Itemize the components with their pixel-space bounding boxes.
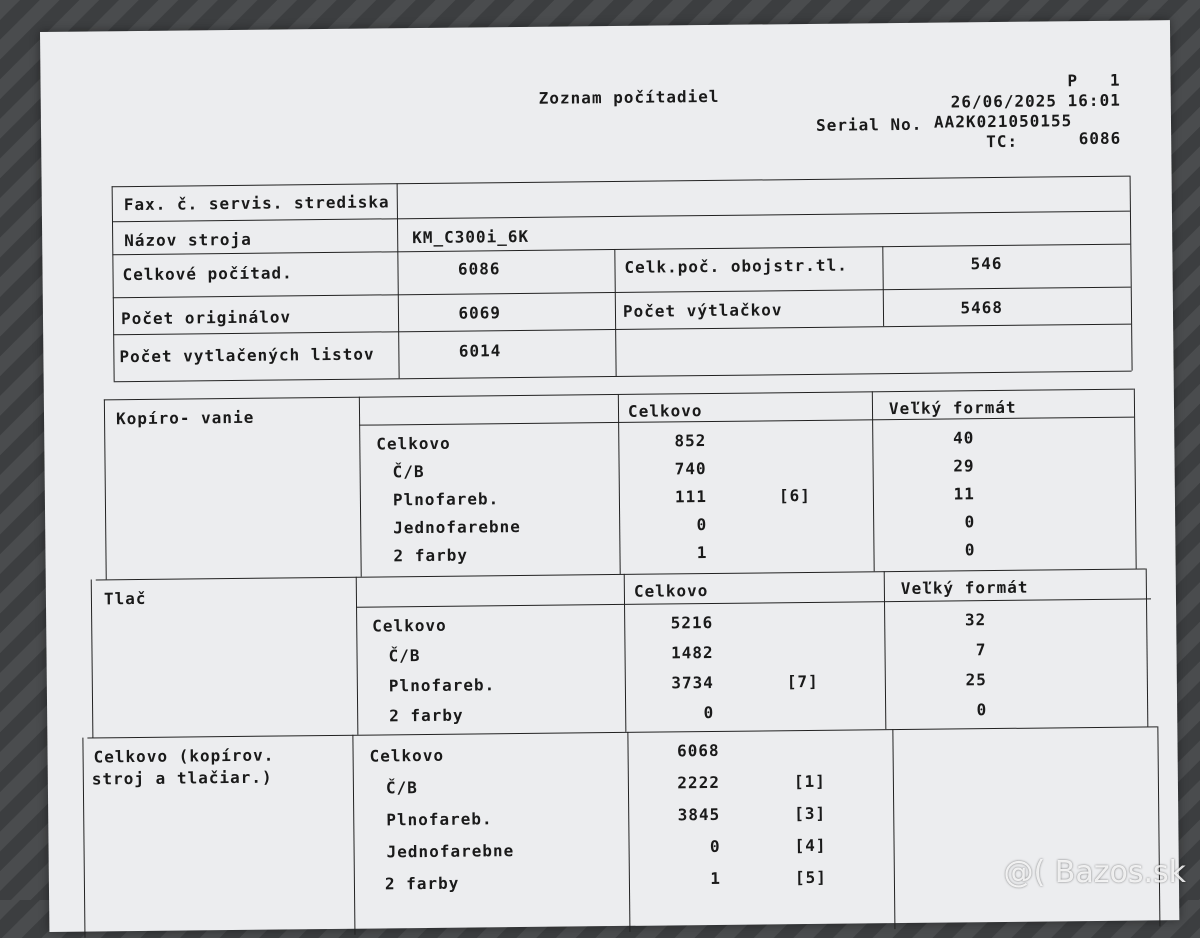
copy-row-label: Č/B	[392, 461, 425, 482]
tc-label: TC:	[986, 131, 1019, 152]
overall-row-total: 1	[710, 868, 722, 889]
overall-section-label-line2: stroj a tlačiar.)	[91, 767, 273, 789]
copy-row-total: 0	[696, 515, 708, 535]
copy-section-label: Kopíro- vanie	[115, 407, 255, 429]
copy-row-large: 0	[964, 540, 976, 560]
sheets-label: Počet vytlačených listov	[119, 344, 375, 367]
print-col-total: Celkovo	[633, 581, 709, 601]
print-row-large: 32	[964, 610, 987, 630]
overall-row-ref: [4]	[794, 835, 827, 856]
machine-name-label: Názov stroja	[124, 229, 252, 251]
report-datetime: 26/06/2025 16:01	[950, 90, 1121, 112]
tc-value: 6086	[1078, 128, 1122, 149]
watermark: @( Bazos.sk	[1003, 855, 1186, 890]
print-row-total: 5216	[670, 612, 714, 633]
sheets-value: 6014	[458, 341, 502, 361]
overall-row-total: 0	[709, 836, 721, 857]
copy-row-large: 40	[952, 428, 975, 448]
overall-row-label: Plnofareb.	[386, 809, 493, 830]
copy-row-total: 111	[674, 487, 708, 507]
prints-value: 5468	[960, 297, 1004, 318]
overall-row-total: 6068	[676, 740, 720, 761]
print-row-total: 0	[703, 702, 715, 723]
originals-value: 6069	[458, 303, 502, 323]
overall-section-label-line1: Celkovo (kopírov.	[93, 745, 275, 767]
print-row-large: 25	[965, 670, 987, 690]
duplex-label: Celk.poč. obojstr.tl.	[624, 255, 848, 277]
serial-value: AA2K021050155	[933, 111, 1073, 132]
copy-row-total: 852	[674, 431, 707, 451]
originals-label: Počet originálov	[120, 307, 292, 329]
page-number: P 1	[1067, 70, 1121, 91]
print-row-label: Celkovo	[372, 615, 447, 636]
overall-row-label: 2 farby	[384, 873, 460, 894]
copy-col-total: Celkovo	[627, 401, 703, 421]
overall-row-total: 3845	[677, 804, 721, 825]
total-counter-value: 6086	[457, 259, 501, 279]
copy-row-total: 740	[674, 459, 707, 479]
counter-report-sheet	[40, 20, 1179, 932]
serial-label: Serial No.	[815, 114, 923, 135]
print-row-large: 0	[976, 700, 988, 720]
overall-row-label: Č/B	[385, 778, 418, 798]
copy-row-total: 1	[696, 543, 708, 563]
prints-label: Počet výtlačkov	[622, 300, 783, 321]
print-row-label: 2 farby	[389, 705, 464, 726]
duplex-value: 546	[970, 253, 1003, 274]
print-row-label: Č/B	[388, 646, 421, 666]
overall-row-ref: [1]	[793, 771, 826, 792]
copy-row-large: 29	[953, 456, 975, 476]
print-row-large: 7	[975, 640, 987, 660]
total-counter-label: Celkové počítad.	[122, 263, 293, 285]
copy-row-label: 2 farby	[393, 545, 469, 566]
print-section-label: Tlač	[103, 588, 147, 609]
print-row-total: 1482	[670, 642, 714, 663]
fax-label: Fax. č. servis. strediska	[123, 192, 390, 215]
copy-col-large: Veľký formát	[888, 397, 1017, 419]
overall-row-total: 2222	[677, 772, 720, 793]
print-row-label: Plnofareb.	[388, 675, 496, 696]
overall-row-ref: [5]	[794, 867, 827, 888]
overall-row-label: Jednofarebne	[386, 841, 515, 862]
print-row-ref: [7]	[786, 671, 819, 692]
copy-row-label: Jednofarebne	[393, 516, 521, 538]
overall-row-label: Celkovo	[369, 745, 445, 766]
copy-row-large: 11	[953, 484, 975, 504]
report-title: Zoznam počítadiel	[538, 86, 720, 108]
print-row-total: 3734	[671, 672, 714, 693]
machine-name-value: KM_C300i_6K	[412, 226, 530, 248]
copy-row-label: Plnofareb.	[392, 489, 500, 510]
overall-row-ref: [3]	[794, 803, 827, 824]
copy-row-ref: [6]	[778, 485, 811, 506]
copy-row-large: 0	[964, 512, 976, 532]
print-col-large: Veľký formát	[900, 577, 1029, 599]
copy-row-label: Celkovo	[376, 433, 451, 454]
